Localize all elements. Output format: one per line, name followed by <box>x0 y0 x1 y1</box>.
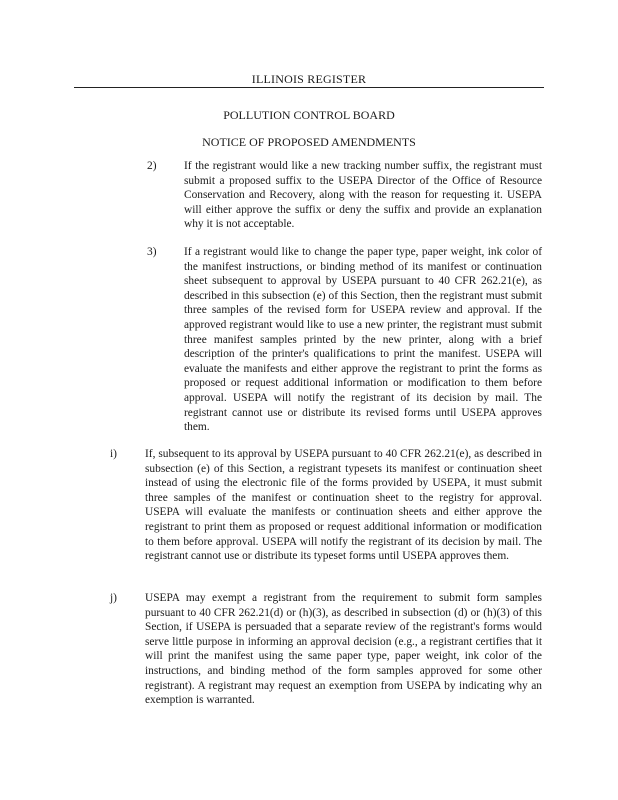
board-title: POLLUTION CONTROL BOARD <box>223 108 395 122</box>
register-title: ILLINOIS REGISTER <box>251 72 367 86</box>
paragraph-marker: i) <box>110 448 117 460</box>
paragraph-text: If a registrant would like to change the paper type, paper weight, ink color of the manifest instructions, or binding method of its manifest or continuation sheet subsequent to approval by USEPA pursuant to 40 CFR 262.21(e), as described in this subsection (e) of this Section, then the registrant must submit three samples of the revised form for USEPA review and approval. If the approved registrant would like to use a new printer, the registrant must submit three manifest samples printed by the new printer, along with a brief description of the printer's qualifications to print the manifest. USEPA will evaluate the manifests and either approve the registrant to print the forms as proposed or request additional information or modification to them before approval. USEPA will notify the registrant of its decision by mail. The registrant cannot use or distribute its revised forms until USEPA approves them. <box>184 246 542 434</box>
paragraph-text: If the registrant would like a new tracking number suffix, the registrant must submit a proposed suffix to the USEPA Director of the Office of Resource Conservation and Recovery, along with the reason for requesting it. USEPA will either approve the suffix or deny the suffix and provide an explanation why it is not acceptable. <box>184 160 542 231</box>
header-rule <box>74 87 544 88</box>
paragraph-marker: 3) <box>147 246 157 258</box>
paragraph-marker: 2) <box>147 160 157 172</box>
notice-title: NOTICE OF PROPOSED AMENDMENTS <box>202 135 416 149</box>
paragraph-text: USEPA may exempt a registrant from the requirement to submit form samples pursuant to 40 CFR 262.21(d) or (h)(3), as described in subsection (d) or (h)(3) of this Section, if USEPA is persuaded that a separate review of the registrant's forms would serve little purpose in informing an approval decision (e.g., a registrant certifies that it will print the manifest using the same paper type, paper weight, ink color of the instructions, and binding method of the form samples approved for some other registrant). A registrant may request an exemption from USEPA by indicating why an exemption is warranted. <box>145 592 542 707</box>
paragraph-marker: j) <box>110 592 117 604</box>
paragraph-text: If, subsequent to its approval by USEPA pursuant to 40 CFR 262.21(e), as described in subsection (e) of this Section, a registrant typesets its manifest or continuation sheet instead of using the electronic file of the forms provided by USEPA, it must submit three samples of the manifest or continuation sheet to the registry for approval. USEPA will evaluate the manifests or continuation sheets and either approve the registrant to print them as proposed or request additional information or modification to them before approval. USEPA will notify the registrant of its decision by mail. The registrant cannot use or distribute its typeset forms until USEPA approves them. <box>145 448 542 563</box>
